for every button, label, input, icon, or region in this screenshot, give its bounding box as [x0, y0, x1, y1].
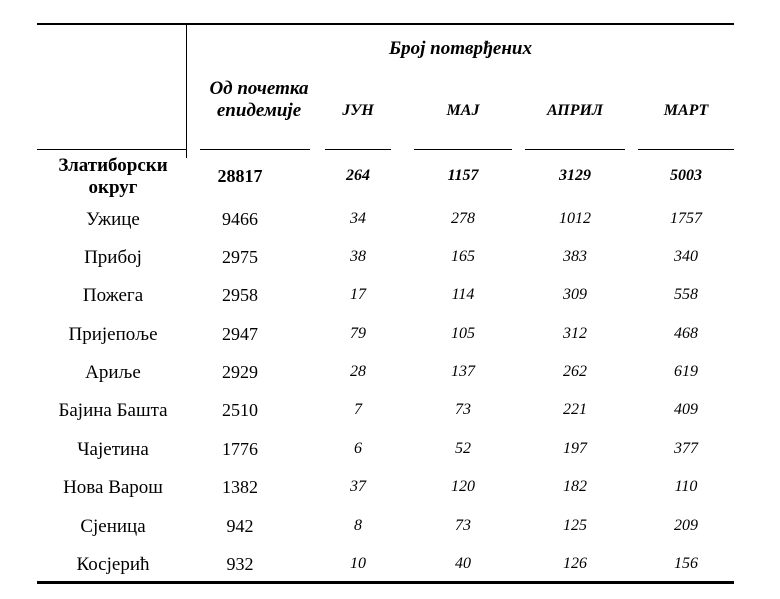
row-march: 1757 [670, 210, 702, 227]
row-jun: 28 [350, 363, 366, 380]
row-total: 28817 [217, 166, 263, 186]
header-rule [525, 149, 625, 150]
row-total: 1776 [222, 439, 258, 459]
row-jun: 37 [350, 478, 366, 495]
row-jun: 6 [354, 440, 362, 457]
group-header: Број потврђених [389, 38, 532, 59]
table-top-rule [37, 23, 734, 25]
row-total: 2510 [222, 400, 258, 420]
row-name: Пријепоље [68, 324, 158, 345]
row-march: 340 [674, 248, 698, 265]
row-jun: 34 [350, 210, 366, 227]
row-may: 40 [455, 555, 471, 572]
row-name: Нова Варош [63, 477, 163, 498]
row-jun: 7 [354, 401, 362, 418]
total-column-header: Од почетка епидемије [209, 78, 309, 121]
row-march: 468 [674, 325, 698, 342]
header-rule [200, 149, 310, 150]
header-rule [414, 149, 512, 150]
row-april: 3129 [559, 167, 591, 184]
row-april: 1012 [559, 210, 591, 227]
row-march: 5003 [670, 167, 702, 184]
table-bottom-rule [37, 581, 734, 584]
row-april: 126 [563, 555, 587, 572]
row-may: 114 [451, 286, 475, 303]
row-april: 182 [563, 478, 587, 495]
header-rule [638, 149, 734, 150]
row-april: 309 [563, 286, 587, 303]
row-may: 165 [451, 248, 475, 265]
row-may: 105 [451, 325, 475, 342]
row-name: Ужице [86, 209, 140, 230]
row-name: Чајетина [77, 439, 149, 460]
row-name: Златиборски округ [58, 155, 168, 198]
header-rule [37, 149, 186, 150]
row-jun: 79 [350, 325, 366, 342]
row-name: Прибој [84, 247, 142, 268]
row-jun: 38 [350, 248, 366, 265]
row-march: 619 [674, 363, 698, 380]
row-total: 2929 [222, 362, 258, 382]
row-jun: 10 [350, 555, 366, 572]
row-total: 1382 [222, 477, 258, 497]
row-may: 137 [451, 363, 475, 380]
month-header-april: АПРИЛ [547, 102, 603, 119]
row-march: 377 [674, 440, 698, 457]
row-name: Сјеница [80, 516, 146, 537]
row-jun: 264 [346, 167, 370, 184]
row-april: 262 [563, 363, 587, 380]
row-may: 1157 [447, 167, 479, 184]
row-total: 9466 [222, 209, 258, 229]
row-jun: 8 [354, 517, 362, 534]
row-may: 73 [455, 517, 471, 534]
row-name: Бајина Башта [58, 400, 168, 421]
row-jun: 17 [350, 286, 366, 303]
month-header-may: МАЈ [446, 102, 480, 119]
month-header-jun: ЈУН [342, 102, 374, 119]
row-name: Пожега [82, 285, 144, 306]
row-may: 278 [451, 210, 475, 227]
row-april: 197 [563, 440, 587, 457]
row-name: Косјерић [76, 554, 150, 575]
row-may: 120 [451, 478, 475, 495]
row-march: 209 [674, 517, 698, 534]
row-march: 156 [674, 555, 698, 572]
row-march: 558 [674, 286, 698, 303]
row-total: 942 [226, 516, 254, 536]
row-total: 932 [226, 554, 254, 574]
row-name: Ариље [85, 362, 141, 383]
row-april: 312 [563, 325, 587, 342]
month-header-march: МАРТ [663, 102, 709, 119]
row-total: 2947 [222, 324, 258, 344]
row-may: 73 [455, 401, 471, 418]
row-april: 221 [563, 401, 587, 418]
row-march: 409 [674, 401, 698, 418]
row-total: 2958 [222, 285, 258, 305]
row-april: 125 [563, 517, 587, 534]
row-april: 383 [563, 248, 587, 265]
row-march: 110 [674, 478, 698, 495]
header-rule [325, 149, 391, 150]
row-may: 52 [455, 440, 471, 457]
row-total: 2975 [222, 247, 258, 267]
